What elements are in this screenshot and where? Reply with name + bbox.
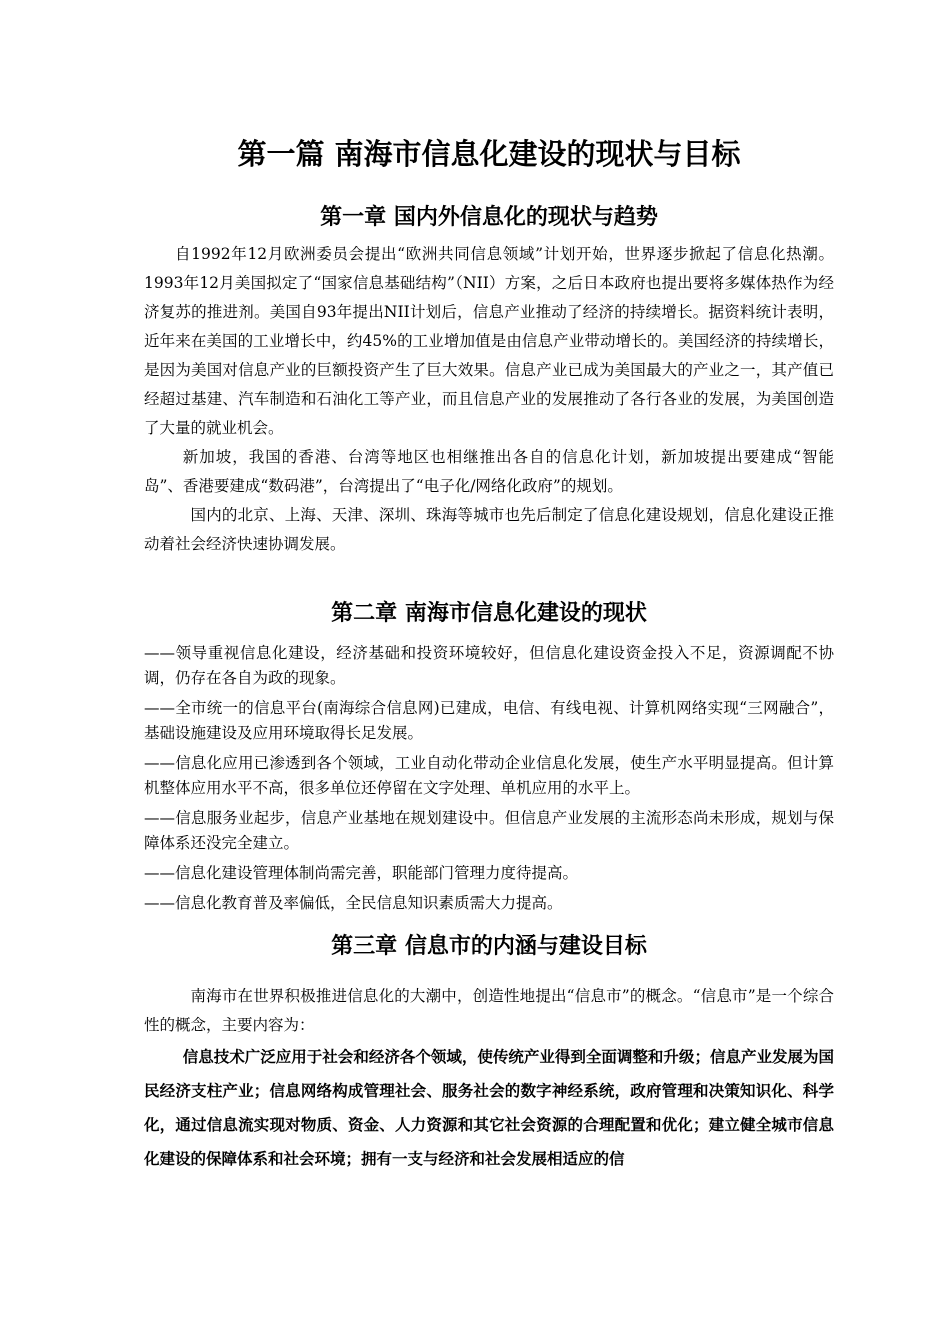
chapter-1-title: 第一章 国内外信息化的现状与趋势 <box>320 205 658 230</box>
chapter-1-paragraph-3: 国内的北京、上海、天津、深圳、珠海等城市也先后制定了信息化建设规划，信息化建设正推动着社会经济快速协调发展。 <box>144 506 834 553</box>
chapter-1-paragraph-1: 自1992年12月欧洲委员会提出“欧洲共同信息领域”计划开始，世界逐步掀起了信息化热潮。1993年12月美国拟定了“国家信息基础结构”（NII）方案，之后日本政府也提出要将多媒体热作为经济复苏的推进剂。美国自93年提出NII计划后，信息产业推动了经济的持续增长。据资料统计表明，近年来在美国的工业增长中，约45%的工业增加值是由信息产业带动增长的。美国经济的持续增长，是因为美国对信息产业的巨额投资产生了巨大效果。信息产业已成为美国最大的产业之一，其产值已经超过基建、汽车制造和石油化工等产业，而且信息产业的发展推动了各行各业的发展，为美国创造了大量的就业机会。 <box>144 245 834 437</box>
chapter-3-title: 第三章 信息市的内涵与建设目标 <box>331 934 647 959</box>
chapter-3-definition: 信息技术广泛应用于社会和经济各个领域，使传统产业得到全面调整和升级；信息产业发展为国民经济支柱产业；信息网络构成管理社会、服务社会的数字神经系统，政府管理和决策知识化、科学化，通过信息流实现对物质、资金、人力资源和其它社会资源的合理配置和优化；建立健全城市信息化建设的保障体系和社会环境；拥有一支与经济和社会发展相适应的信 <box>144 1048 834 1168</box>
chapter-3-intro: 南海市在世界积极推进信息化的大潮中，创造性地提出“信息市”的概念。“信息市”是一个综合性的概念，主要内容为： <box>144 987 834 1034</box>
status-item: ——信息化建设管理体制尚需完善，职能部门管理力度待提高。 <box>144 864 579 882</box>
status-item: ——信息化教育普及率偏低，全民信息知识素质需大力提高。 <box>144 894 563 912</box>
chapter-1-paragraph-2: 新加坡，我国的香港、台湾等地区也相继推出各自的信息化计划，新加坡提出要建成“智能岛”、香港要建成“数码港”，台湾提出了“电子化/网络化政府”的规划。 <box>144 448 834 495</box>
chapter-3-section <box>144 930 834 1176</box>
status-item: ——信息化应用已渗透到各个领域，工业自动化带动企业信息化发展，使生产水平明显提高。但计算机整体应用水平不高，很多单位还停留在文字处理、单机应用的水平上。 <box>144 754 834 797</box>
chapter-1-section <box>144 201 834 559</box>
chapter-2-title: 第二章 南海市信息化建设的现状 <box>331 601 647 626</box>
document-content <box>144 132 834 1176</box>
status-item: ——信息服务业起步，信息产业基地在规划建设中。但信息产业发展的主流形态尚未形成，规划与保障体系还没完全建立。 <box>144 809 834 852</box>
chapter-2-section <box>144 597 834 916</box>
status-item: ——领导重视信息化建设，经济基础和投资环境较好，但信息化建设资金投入不足，资源调配不协调，仍存在各自为政的现象。 <box>144 644 834 687</box>
part-title: 第一篇 南海市信息化建设的现状与目标 <box>237 137 741 171</box>
status-item: ——全市统一的信息平台(南海综合信息网)已建成，电信、有线电视、计算机网络实现“三网融合”，基础设施建设及应用环境取得长足发展。 <box>144 699 834 742</box>
